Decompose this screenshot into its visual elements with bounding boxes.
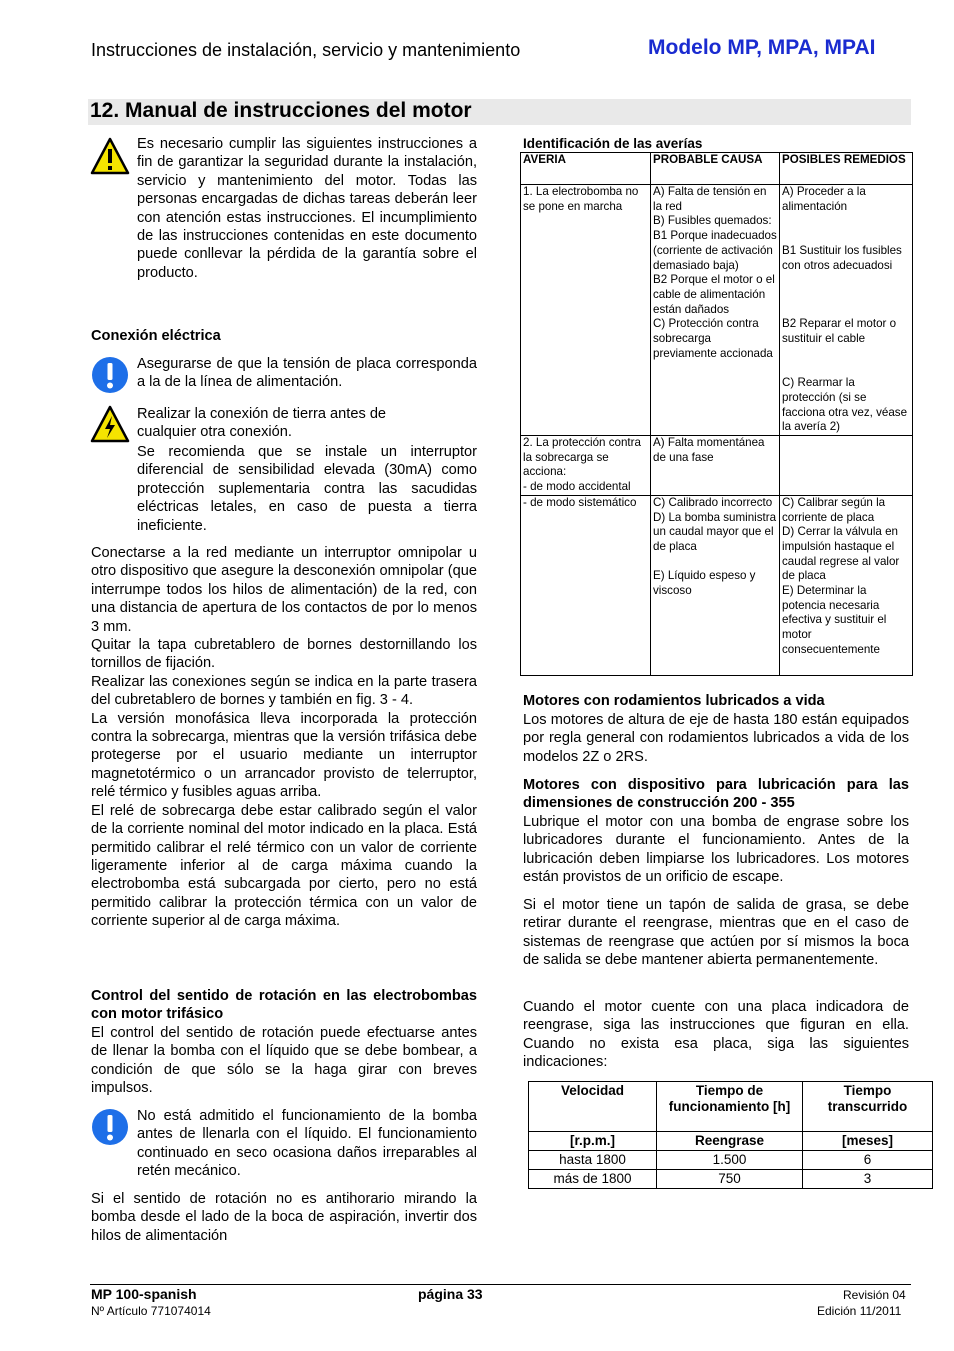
table-row: [529, 1170, 933, 1189]
table-cell: hasta 1800: [529, 1151, 657, 1170]
column-header: Tiempo transcurrido: [803, 1082, 933, 1132]
rotacion-note: No está admitido el funcionamiento de la bomba antes de llenarla con el líquido. El funcionamiento continuado en seco ocasiona daños irreparables al retén mecánico.: [137, 1108, 477, 1180]
fault-heading: Identificación de las averías: [523, 136, 703, 151]
table-cell: - de modo sistemático: [521, 495, 651, 675]
placa-text: Cuando el motor cuente con una placa indicadora de reengrase, siga las instrucciones que figuran en ella. Cuando no exista esa placa, siga las siguientes indicaciones:: [523, 999, 909, 1071]
table-cell: A) Proceder a la alimentación B1 Sustituir los fusibles con otros adecuadosi B2 Reparar el motor o sustituir el cable C) Rearmar la protección (si se facciona otra vez, véase la avería 2): [780, 185, 913, 436]
footer-edition: Edición 11/2011: [817, 1304, 902, 1318]
column-subheader: [meses]: [803, 1132, 933, 1151]
table-cell: [780, 436, 913, 496]
paragraph: Conectarse a la red mediante un interruptor omnipolar u otro dispositivo que asegure la desconexión omnipolar (que interrumpe todos los hilos de alimentación) de la red, con una distancia de apertura de los contactos de por lo menos 3 mm.: [91, 545, 477, 635]
lubrication-table: [528, 1081, 933, 1189]
tierra-note: Realizar la conexión de tierra antes de cualquier otra conexión.: [137, 406, 387, 441]
paragraph: Realizar las conexiones según se indica en la parte trasera del cubretablero de bornes y también en fig. 3 - 4.: [91, 673, 477, 709]
paragraph: El relé de sobrecarga debe estar calibrado según el valor de la corriente nominal del motor indicado en la placa. Está permitido calibrar el relé térmico con un valor de corriente ligeramente inferior al de carga máxima cuando la electrobomba está subcargada por cierto, pero no está permitido calibrar la protección térmica con un valor de corriente superior al de carga máxima.: [91, 802, 477, 930]
tapon-text: Si el motor tiene un tapón de salida de grasa, se debe retirar durante el reengrase, mientras que en el caso de sistemas de reengrase que actúen por sí mismos la boca de salida se debe mantener abierta permanentemente.: [523, 897, 909, 969]
rodamientos-text: Los motores de altura de eje de hasta 180 están equipados por regla general con rodamientos lubricados a vida de los modelos 2Z o 2RS.: [523, 712, 909, 765]
fault-table: [520, 152, 913, 676]
lubricacion-heading: Motores con dispositivo para lubricación para las dimensiones de construcción 200 - 355: [523, 777, 909, 812]
intro-text: Es necesario cumplir las siguientes instrucciones a fin de garantizar la seguridad durante la instalación, servicio y mantenimiento del motor. Todas las personas encargadas de dichas tareas deberán leer con atención estas instrucciones. El incumplimiento de las instrucciones contenidas en este documento puede conllevar la pérdida de la garantía sobre el producto.: [137, 136, 477, 281]
table-header-row: [529, 1082, 933, 1132]
column-subheader: [r.p.m.]: [529, 1132, 657, 1151]
table-cell: 1. La electrobomba no se pone en marcha: [521, 185, 651, 436]
column-header: Tiempo de funcionamiento [h]: [657, 1082, 803, 1132]
paragraph: La versión monofásica lleva incorporada la protección contra la sobrecarga, mientras que la versión trifásica debe protegerse por el usuario mediante un interruptor magnetotérmico o un arrancador provisto de telerruptor, relé térmico y fusibles aguas arriba.: [91, 710, 477, 801]
table-cell: C) Calibrado incorrecto D) La bomba suministra un caudal mayor que el de placa E) Líquido espeso y viscoso: [651, 495, 780, 675]
footer-divider: [90, 1284, 911, 1285]
column-header: Velocidad: [529, 1082, 657, 1132]
conexion-paragraphs: [91, 544, 477, 931]
table-cell: A) Falta de tensión en la red B) Fusibles quemados: B1 Porque inadecuados (corriente de activación demasiado baja) B2 Porque el motor o el cable de alimentación están dañados C) Protección contra sobrecarga previamente accionada: [651, 185, 780, 436]
table-row: [529, 1151, 933, 1170]
info-exclamation-icon: [90, 1108, 130, 1146]
table-cell: 3: [803, 1170, 933, 1189]
model-title: Modelo MP, MPA, MPAI: [648, 36, 876, 59]
header-title: Instrucciones de instalación, servicio y mantenimiento: [91, 40, 521, 60]
lubricacion-text: Lubrique el motor con una bomba de engrase sobre los lubricadores durante el funcionamiento. Antes de la lubricación deben limpiarse los lubricadores. Los motores están provistos de un orificio de escape.: [523, 814, 909, 886]
tension-note: Asegurarse de que la tensión de placa corresponda a la de la línea de alimentación.: [137, 356, 477, 391]
footer-revision: Revisión 04: [843, 1288, 906, 1302]
column-header: POSIBLES REMEDIOS: [780, 153, 913, 185]
table-cell: 6: [803, 1151, 933, 1170]
footer-page: página 33: [418, 1286, 483, 1302]
table-header-row: [521, 153, 913, 185]
rodamientos-heading: Motores con rodamientos lubricados a vida: [523, 693, 825, 709]
table-cell: 750: [657, 1170, 803, 1189]
rotacion-heading: Control del sentido de rotación en las electrobombas con motor trifásico: [91, 988, 477, 1023]
column-subheader: Reengrase: [657, 1132, 803, 1151]
footer-article: Nº Artículo 771074014: [91, 1304, 211, 1318]
warning-icon: [90, 137, 130, 175]
conexion-heading: Conexión eléctrica: [91, 328, 221, 344]
footer-doc: MP 100-spanish: [91, 1286, 197, 1302]
rotacion-text: El control del sentido de rotación puede efectuarse antes de llenar la bomba con el líquido que se debe bombear, a condición de que sólo se la haga girar con breves impulsos.: [91, 1025, 477, 1097]
table-cell: 1.500: [657, 1151, 803, 1170]
section-title: 12. Manual de instrucciones del motor: [90, 99, 472, 122]
table-cell: A) Falta momentánea de una fase: [651, 436, 780, 496]
rotacion-final: Si el sentido de rotación no es antihorario mirando la bomba desde el lado de la boca de aspiración, invertir dos hilos de alimentación: [91, 1191, 477, 1244]
table-cell: C) Calibrar según la corriente de placa D) Cerrar la válvula en impulsión hastaque el caudal regrese al valor de placa E) Determinar la potencia necesaria efectiva y sustituir el motor consecuentemente: [780, 495, 913, 675]
table-row: [521, 495, 913, 675]
table-subheader-row: [529, 1132, 933, 1151]
table-cell: más de 1800: [529, 1170, 657, 1189]
column-header: AVERIA: [521, 153, 651, 185]
electric-hazard-icon: [90, 405, 130, 443]
table-row: [521, 436, 913, 496]
table-row: [521, 185, 913, 436]
info-exclamation-icon: [90, 356, 130, 394]
interruptor-note: Se recomienda que se instale un interruptor diferencial de sensibilidad elevada (30mA) como protección suplementaria contra las sacudidas eléctricas letales, en caso de puesta a tierra ineficiente.: [137, 444, 477, 534]
section-heading-bar: [88, 99, 911, 125]
table-cell: 2. La protección contra la sobrecarga se acciona: - de modo accidental: [521, 436, 651, 496]
paragraph: Quitar la tapa cubretablero de bornes destornillando los tornillos de fijación.: [91, 637, 477, 672]
column-header: PROBABLE CAUSA: [651, 153, 780, 185]
